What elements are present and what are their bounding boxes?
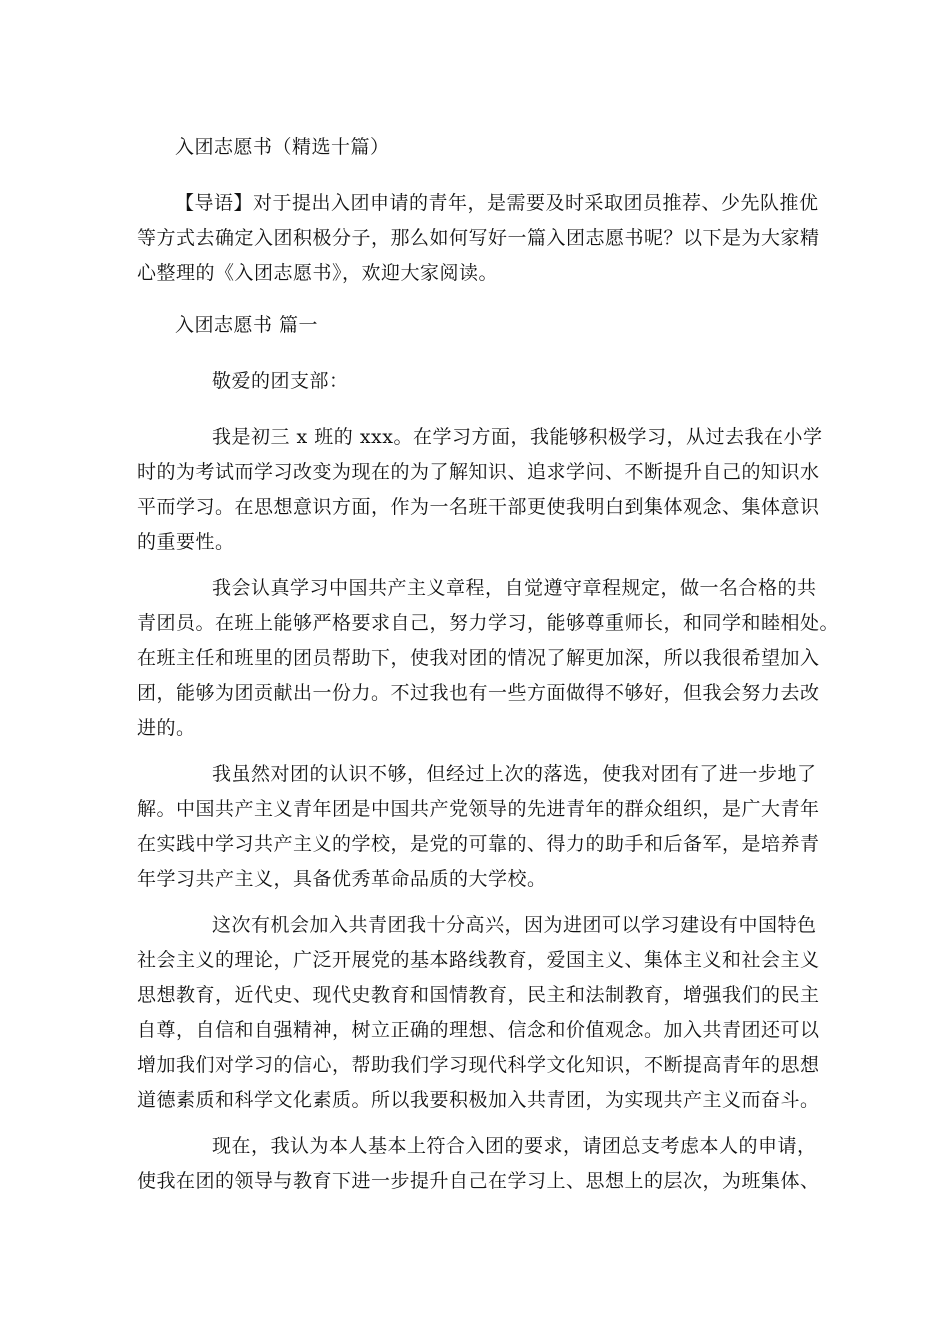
intro-line: 心整理的《入团志愿书》，欢迎大家阅读。 (137, 262, 499, 284)
paragraph-line: 我是初三 x 班的 xxx。在学习方面，我能够积极学习，从过去我在小学 (212, 426, 823, 448)
paragraph-line: 增加我们对学习的信心，帮助我们学习现代科学文化知识，不断提高青年的思想 (137, 1054, 820, 1076)
intro-paragraph (137, 186, 820, 291)
paragraph-line: 道德素质和科学文化素质。所以我要积极加入共青团，为实现共产主义而奋斗。 (137, 1089, 820, 1111)
paragraph-line: 的重要性。 (137, 531, 235, 553)
paragraph-line: 自尊，自信和自强精神，树立正确的理想、信念和价值观念。加入共青团还可以 (137, 1019, 820, 1041)
paragraph-line: 解。中国共产主义青年团是中国共产党领导的先进青年的群众组织，是广大青年 (137, 798, 820, 820)
intro-line: 【导语】对于提出入团申请的青年，是需要及时采取团员推荐、少先队推优 (175, 192, 819, 214)
paragraph-line: 我会认真学习中国共产主义章程，自觉遵守章程规定，做一名合格的共 (212, 577, 817, 599)
salutation (137, 364, 817, 399)
paragraph-line: 平而学习。在思想意识方面，作为一名班干部更使我明白到集体观念、集体意识 (137, 496, 820, 518)
paragraph-line: 思想教育，近代史、现代史教育和国情教育，民主和法制教育，增强我们的民主 (137, 984, 820, 1006)
paragraph-line: 我虽然对团的认识不够，但经过上次的落选，使我对团有了进一步地了 (212, 763, 817, 785)
title-text: 入团志愿书（精选十篇） (175, 136, 390, 158)
paragraph-line: 在实践中学习共产主义的学校，是党的可靠的、得力的助手和后备军，是培养青 (137, 833, 820, 855)
paragraph-line: 时的为考试而学习改变为现在的为了解知识、追求学问、不断提升自己的知识水 (137, 461, 820, 483)
paragraph-line: 现在，我认为本人基本上符合入团的要求，请团总支考虑本人的申请， (212, 1135, 817, 1157)
paragraph-line: 使我在团的领导与教育下进一步提升自己在学习上、思想上的层次，为班集体、 (137, 1170, 820, 1192)
paragraph-line: 年学习共产主义，具备优秀革命品质的大学校。 (137, 868, 547, 890)
body-paragraph-5 (137, 1129, 820, 1199)
intro-line: 等方式去确定入团积极分子，那么如何写好一篇入团志愿书呢？以下是为大家精 (137, 227, 820, 249)
paragraph-line: 团，能够为团贡献出一份力。不过我也有一些方面做得不够好，但我会努力去改 (137, 682, 820, 704)
document-title (175, 130, 855, 165)
body-paragraph-1 (137, 420, 823, 560)
paragraph-line: 在班主任和班里的团员帮助下，使我对团的情况了解更加深，所以我很希望加入 (137, 647, 820, 669)
paragraph-line: 青团员。在班上能够严格要求自己，努力学习，能够尊重师长，和同学和睦相处。 (137, 612, 840, 634)
body-paragraph-3 (137, 757, 820, 897)
section-heading-text: 入团志愿书 篇一 (175, 314, 319, 336)
body-paragraph-4 (137, 908, 820, 1118)
section-heading (175, 308, 855, 343)
paragraph-line: 社会主义的理论，广泛开展党的基本路线教育，爱国主义、集体主义和社会主义 (137, 949, 820, 971)
paragraph-line: 进的。 (137, 717, 196, 739)
salutation-text: 敬爱的团支部： (212, 370, 349, 392)
paragraph-line: 这次有机会加入共青团我十分高兴，因为进团可以学习建设有中国特色 (212, 914, 817, 936)
body-paragraph-2 (137, 571, 840, 746)
